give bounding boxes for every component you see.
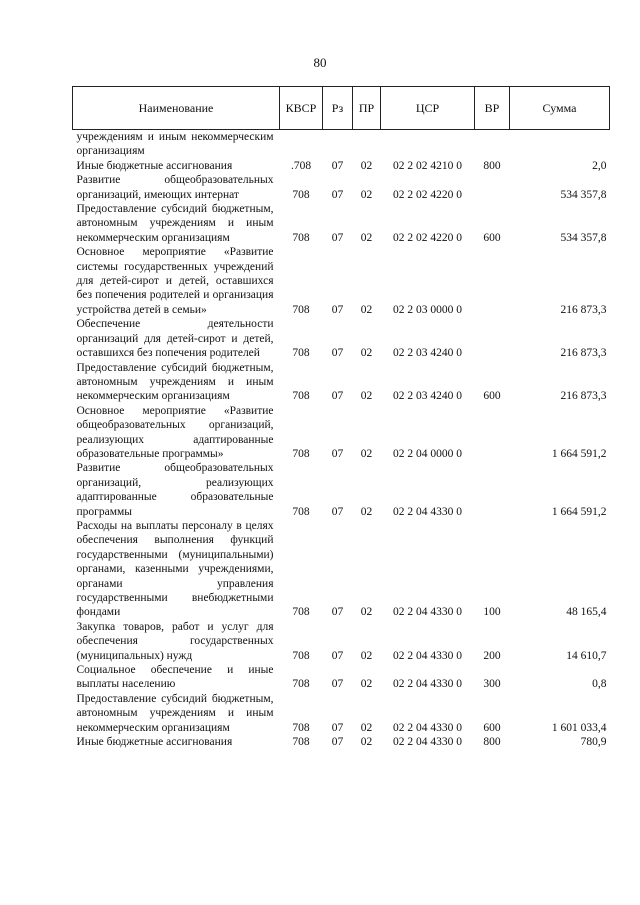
cell-name: Предоставление субсидий бюджетным, автономным учреждениям и иным некоммерческим организациям <box>76 361 274 403</box>
cell-kvsr: 708 <box>292 347 310 360</box>
cell-csr: 02 2 02 4220 0 <box>393 231 462 244</box>
cell-rz: 07 <box>331 649 344 662</box>
cell-rz: 07 <box>331 188 344 201</box>
header-vr: ВР <box>475 87 510 130</box>
cell-vr: 200 <box>483 649 501 662</box>
cell-sum <box>510 130 610 159</box>
table-row <box>73 663 610 692</box>
cell-csr: 02 2 03 4240 0 <box>393 347 462 360</box>
table-row <box>73 461 610 519</box>
cell-kvsr: 708 <box>292 231 310 244</box>
cell-sum: 1 601 033,4 <box>551 721 607 734</box>
cell-pr: 02 <box>360 678 373 691</box>
cell-rz <box>323 130 353 159</box>
table-row <box>73 245 610 317</box>
cell-csr <box>381 130 475 159</box>
cell-vr: 300 <box>483 678 501 691</box>
cell-name: Расходы на выплаты персоналу в целях обеспечения выполнения функций государственными (муниципальными) органами, казенными учреждениями, органами управления государственными внебюджетными фондами <box>76 519 274 619</box>
cell-kvsr: 708 <box>292 390 310 403</box>
cell-pr: 02 <box>360 649 373 662</box>
cell-pr: 02 <box>360 736 373 749</box>
cell-name: Развитие общеобразовательных организаций, имеющих интернат <box>76 174 274 201</box>
cell-name: Предоставление субсидий бюджетным, автономным учреждениям и иным некоммерческим организациям <box>76 203 274 244</box>
cell-kvsr: 708 <box>292 606 310 619</box>
cell-name: Обеспечение деятельности организаций для детей-сирот и детей, оставшихся без попечения родителей <box>76 318 274 360</box>
cell-rz: 07 <box>331 606 344 619</box>
header-rz: Рз <box>323 87 353 130</box>
cell-pr <box>353 130 381 159</box>
cell-sum: 216 873,3 <box>560 390 607 403</box>
cell-csr: 02 2 04 4330 0 <box>393 678 462 691</box>
cell-csr: 02 2 02 4210 0 <box>393 159 462 172</box>
cell-vr <box>475 461 510 519</box>
cell-pr: 02 <box>360 606 373 619</box>
cell-sum: 14 610,7 <box>566 649 607 662</box>
cell-pr: 02 <box>360 390 373 403</box>
cell-rz: 07 <box>331 678 344 691</box>
cell-rz: 07 <box>331 505 344 518</box>
cell-sum: 216 873,3 <box>560 347 607 360</box>
cell-kvsr <box>280 130 323 159</box>
cell-pr: 02 <box>360 159 373 172</box>
cell-rz: 07 <box>331 736 344 749</box>
cell-csr: 02 2 04 0000 0 <box>393 447 462 460</box>
cell-csr: 02 2 03 0000 0 <box>393 303 462 316</box>
cell-vr: 600 <box>483 390 501 403</box>
cell-sum: 534 357,8 <box>560 188 607 201</box>
cell-sum: 2,0 <box>592 159 607 172</box>
cell-sum: 1 664 591,2 <box>551 505 607 518</box>
cell-vr <box>475 173 510 202</box>
cell-sum: 780,9 <box>580 736 607 749</box>
table-row <box>73 404 610 462</box>
table-row <box>73 130 610 159</box>
cell-pr: 02 <box>360 303 373 316</box>
cell-name: Иные бюджетные ассигнования <box>76 159 233 172</box>
cell-sum: 1 664 591,2 <box>551 447 607 460</box>
cell-name: Предоставление субсидий бюджетным, автономным учреждениям и иным некоммерческим организациям <box>76 692 274 734</box>
cell-vr: 600 <box>483 721 501 734</box>
cell-name: Развитие общеобразовательных организаций, реализующих адаптированные образовательные программы <box>76 462 274 518</box>
cell-rz: 07 <box>331 390 344 403</box>
table-row <box>73 735 610 749</box>
table-header-row <box>73 87 610 130</box>
table-row <box>73 519 610 620</box>
cell-csr: 02 2 04 4330 0 <box>393 505 462 518</box>
table-row <box>73 202 610 245</box>
cell-name: учреждениям и иным некоммерческим организациям <box>76 131 274 158</box>
cell-vr: 800 <box>483 159 501 172</box>
cell-sum: 534 357,8 <box>560 231 607 244</box>
table-row <box>73 173 610 202</box>
cell-rz: 07 <box>331 347 344 360</box>
cell-name: Иные бюджетные ассигнования <box>76 736 233 749</box>
cell-kvsr: 708 <box>292 736 310 749</box>
cell-vr <box>475 404 510 462</box>
cell-csr: 02 2 04 4330 0 <box>393 721 462 734</box>
cell-pr: 02 <box>360 447 373 460</box>
cell-csr: 02 2 02 4220 0 <box>393 188 462 201</box>
cell-kvsr: 708 <box>292 678 310 691</box>
cell-kvsr: 708 <box>292 649 310 662</box>
header-csr: ЦСР <box>381 87 475 130</box>
cell-pr: 02 <box>360 347 373 360</box>
cell-kvsr: 708 <box>292 447 310 460</box>
cell-vr: 600 <box>483 231 501 244</box>
cell-rz: 07 <box>331 303 344 316</box>
cell-kvsr: 708 <box>292 721 310 734</box>
header-name: Наименование <box>73 87 280 130</box>
cell-csr: 02 2 03 4240 0 <box>393 390 462 403</box>
table-row <box>73 692 610 735</box>
cell-vr <box>475 130 510 159</box>
cell-pr: 02 <box>360 188 373 201</box>
cell-vr: 800 <box>483 736 501 749</box>
cell-kvsr: .708 <box>290 159 312 172</box>
header-sum: Сумма <box>510 87 610 130</box>
cell-name: Основное мероприятие «Развитие общеобразовательных организаций, реализующих адаптированные образовательные программы» <box>76 404 274 460</box>
budget-table <box>72 86 610 749</box>
cell-kvsr: 708 <box>292 505 310 518</box>
cell-rz: 07 <box>331 159 344 172</box>
cell-csr: 02 2 04 4330 0 <box>393 606 462 619</box>
cell-rz: 07 <box>331 231 344 244</box>
cell-sum: 216 873,3 <box>560 303 607 316</box>
cell-name: Социальное обеспечение и иные выплаты населению <box>76 664 274 691</box>
table-row <box>73 620 610 663</box>
cell-vr: 100 <box>483 606 501 619</box>
header-pr: ПР <box>353 87 381 130</box>
cell-pr: 02 <box>360 721 373 734</box>
cell-name: Основное мероприятие «Развитие системы государственных учреждений для детей-сирот и детей, оставшихся без попечения родителей и организация устройства детей в семьи» <box>76 246 274 316</box>
cell-csr: 02 2 04 4330 0 <box>393 649 462 662</box>
cell-pr: 02 <box>360 505 373 518</box>
cell-sum: 48 165,4 <box>566 606 607 619</box>
table-row <box>73 361 610 404</box>
cell-pr: 02 <box>360 231 373 244</box>
table-row <box>73 317 610 360</box>
page-number: 80 <box>313 55 327 70</box>
cell-sum: 0,8 <box>592 678 607 691</box>
cell-kvsr: 708 <box>292 188 310 201</box>
table-body <box>73 130 610 750</box>
cell-vr <box>475 245 510 317</box>
table-row <box>73 159 610 173</box>
cell-vr <box>475 317 510 360</box>
cell-csr: 02 2 04 4330 0 <box>393 736 462 749</box>
cell-kvsr: 708 <box>292 303 310 316</box>
cell-rz: 07 <box>331 447 344 460</box>
header-kvsr: КВСР <box>280 87 323 130</box>
cell-rz: 07 <box>331 721 344 734</box>
cell-name: Закупка товаров, работ и услуг для обеспечения государственных (муниципальных) нужд <box>76 620 274 662</box>
